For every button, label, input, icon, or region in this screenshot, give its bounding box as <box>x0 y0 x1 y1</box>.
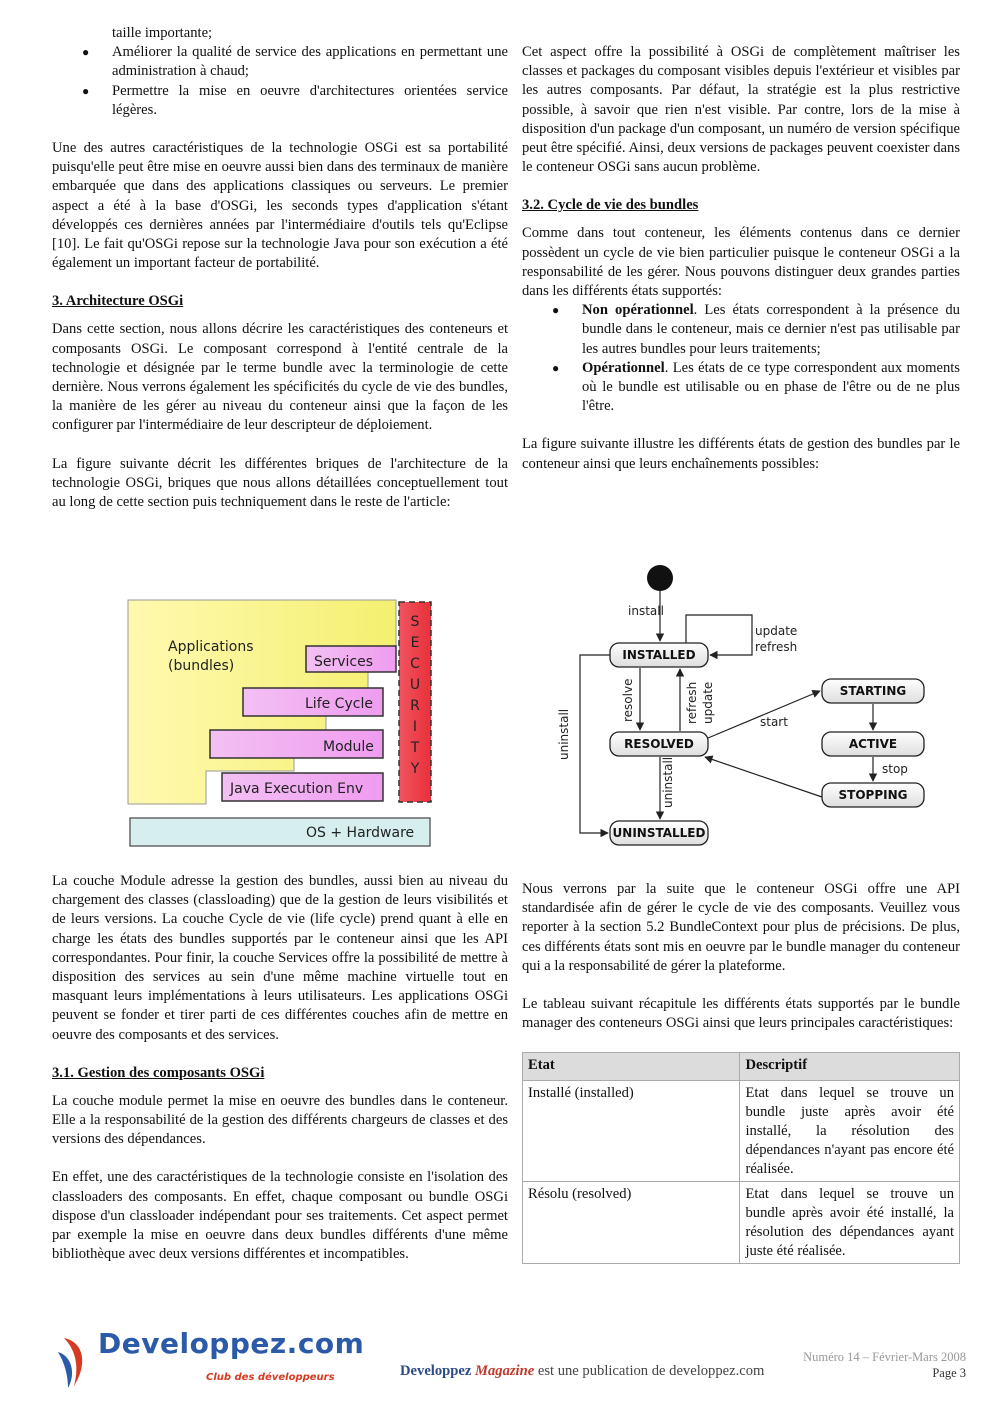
right-column <box>522 0 960 474</box>
bundle-state-diagram <box>552 560 936 856</box>
label-stop: stop <box>882 762 908 776</box>
label-update-vertical: update <box>701 681 715 724</box>
paragraph-cycle: Comme dans tout conteneur, les éléments contenus dans ce dernier possèdent un cycle de vie bien particulier puisque le conteneur OSGi a la responsabilité de les gérer. Nous pouvons distinguer deux grandes parties dans les différents états supportés: <box>522 225 960 300</box>
label-bundles: (bundles) <box>168 658 235 674</box>
svg-text:Y: Y <box>410 761 420 777</box>
table-header-row <box>523 1053 960 1081</box>
paragraph-module: La couche module permet la mise en oeuvre des bundles dans le conteneur. Elle a la responsabilité de la gestion des différents chargeurs de classes et des versions des dépendances. <box>52 1092 508 1148</box>
left-column-lower <box>52 872 508 1264</box>
label-resolve: resolve <box>621 678 635 722</box>
section-heading-cycle: 3.2. Cycle de vie des bundles <box>522 197 699 214</box>
continued-line: taille importante; <box>112 25 213 41</box>
paragraph-architecture: Dans cette section, nous allons décrire les caractéristiques des conteneurs et composants OSGi. Le composant correspond à l'entité centrale de la technologie et désignée par le terme bundle avec la terminologie de cette dernière. Nous verrons également les spécificités du cycle de vie des bundles, la manière de les gérer au niveau du conteneur ainsi que la façon de les configurer par l'intermédiaire de leur descripteur de déploiement. <box>52 321 508 434</box>
svg-text:T: T <box>410 740 420 756</box>
table-header-etat: Etat <box>523 1053 740 1081</box>
states-table <box>522 1052 960 1264</box>
list-item: ● Non opérationnel. Les états correspondent à la présence du bundle dans le conteneur, mais ce dernier n'est pas utilisable par les autres bundles pour leurs traitements; <box>522 301 960 359</box>
page-number: Page 3 <box>932 1366 966 1380</box>
list-item: ● Permettre la mise en oeuvre d'architectures orientées service légères. <box>52 82 508 120</box>
paragraph-layers: La couche Module adresse la gestion des bundles, aussi bien au niveau du chargement des classes (classloading) que de la gestion de leurs visibilités et de leurs versions. La couche Cycle de vie (life cycle) prend quant à elle en charge les états des bundles supportés par le conteneur ainsi que les API correspondantes. Pour finir, la couche Services offre la possibilité de mettre à disposition des services au sein d'une même machine virtuelle tout en masquant leurs implémentations à leurs utilisateurs. Les applications OSGi peuvent se fonder et tirer parti de ces différentes couches afin de mettre en oeuvre des composants et des services. <box>52 873 508 1043</box>
table-header-descriptif: Descriptif <box>740 1053 960 1081</box>
developpez-logo[interactable]: Developpez.com <box>98 1327 365 1360</box>
svg-text:S: S <box>410 614 420 630</box>
label-os-hardware: OS + Hardware <box>306 825 415 841</box>
svg-text:INSTALLED: INSTALLED <box>622 648 696 662</box>
paragraph-figure-intro: La figure suivante décrit les différentes briques de l'architecture de la technologie OSGi, briques que nous allons détaillées conceptuellement tout au long de cette section puis techniquement dans le reste de l'article: <box>52 455 508 511</box>
section-heading-architecture: 3. Architecture OSGi <box>52 293 184 310</box>
label-install: install <box>628 604 664 618</box>
label-applications: Applications <box>168 639 254 655</box>
paragraph-table-intro: Le tableau suivant récapitule les différents états supportés par le bundle manager des conteneurs OSGi ainsi que leurs principales caractéristiques: <box>522 996 960 1032</box>
list-item: ● Améliorer la qualité de service des applications en permettant une administration à chaud; <box>52 43 508 81</box>
label-refresh-vertical: refresh <box>685 681 699 724</box>
svg-text:C: C <box>410 656 420 672</box>
svg-text:ACTIVE: ACTIVE <box>848 737 898 751</box>
svg-text:STOPPING: STOPPING <box>838 788 908 802</box>
label-uninstall-left: uninstall <box>557 708 571 760</box>
right-column-lower <box>522 880 960 1264</box>
developpez-logo-swoosh-icon <box>54 1334 98 1390</box>
svg-text:RESOLVED: RESOLVED <box>624 737 694 751</box>
label-lifecycle: Life Cycle <box>305 696 373 712</box>
label-start: start <box>760 715 788 729</box>
left-column <box>52 0 508 512</box>
paragraph-api: Nous verrons par la suite que le conteneur OSGi offre une API standardisée afin de gérer le cycle de vie des composants. Veuillez vous reporter à la section 5.2 BundleContext pour plus de précisions. De plus, ces différents états sont mis en oeuvre par le bundle manager du conteneur qui a la responsabilité de gérer la plateforme. <box>522 881 960 974</box>
bullet-list-states <box>522 301 960 416</box>
section-heading-gestion: 3.1. Gestion des composants OSGi <box>52 1064 265 1081</box>
label-module: Module <box>323 739 374 755</box>
publication-line: Developpez Magazine est une publication de developpez.com <box>400 1363 765 1379</box>
svg-text:STARTING: STARTING <box>839 684 907 698</box>
label-uninstall-middle: uninstall <box>661 756 675 808</box>
bullet-list-top <box>52 43 508 120</box>
svg-text:E: E <box>410 635 420 651</box>
label-refresh: refresh <box>755 640 798 654</box>
label-update: update <box>755 624 798 638</box>
list-item: ● Opérationnel. Les états de ce type correspondent aux moments où le bundle est utilisable ou en phase de l'être ou de ne plus l'être. <box>522 359 960 417</box>
page-footer <box>0 1328 992 1404</box>
table-row: Installé (installed) Etat dans lequel se trouve un bundle juste après avoir été installé, la résolution des dépendances n'ayant pas encore été réalisée. <box>523 1081 960 1182</box>
paragraph-isolation: En effet, une des caractéristiques de la technologie consiste en l'isolation des classloaders des composants. En effet, chaque composant ou bundle OSGi dispose d'un classloader indépendant pour ses traitements. Cet aspect permet par exemple la mise en oeuvre dans deux bundles différents d'une même bibliothèque avec deux versions différentes et incompatibles. <box>52 1169 508 1263</box>
paragraph-figure-intro-right: La figure suivante illustre les différents états de gestion des bundles par le conteneur ainsi que leurs enchaînements possibles: <box>522 436 960 472</box>
svg-text:UNINSTALLED: UNINSTALLED <box>612 826 706 840</box>
table-row: Résolu (resolved) Etat dans lequel se trouve un bundle après avoir été installé, la résolution des dépendances ayant juste été réalisée. <box>523 1182 960 1264</box>
svg-text:U: U <box>409 677 421 693</box>
svg-text:R: R <box>410 698 420 714</box>
label-java-execution-env: Java Execution Env <box>230 781 364 797</box>
label-services: Services <box>314 654 374 670</box>
issue-number: Numéro 14 – Février-Mars 2008 <box>803 1350 966 1364</box>
svg-text:I: I <box>412 719 418 735</box>
logo-tagline: Club des développeurs <box>206 1372 335 1383</box>
architecture-diagram <box>124 596 436 852</box>
paragraph-portability: Une des autres caractéristiques de la technologie OSGi est sa portabilité puisqu'elle peut être mise en oeuvre aussi bien dans des terminaux de manière embarquée que dans des applications classiques ou serveurs. Le premier aspect a été à la base d'OSGi, les seconds types d'application s'étant développés ces dernières années par l'intermédiaire d'outils tels qu'Eclipse [10]. Le fait qu'OSGi repose sur la technologie Java pour son exécution a été également un important facteur de portabilité. <box>52 140 508 272</box>
paragraph-aspect: Cet aspect offre la possibilité à OSGi de complètement maîtriser les classes et packages du composant visibles depuis l'extérieur et visibles par les autres composants. Par défaut, la stratégie est la plus restrictive possible, à savoir que rien n'est visible. Par contre, lors de la mise à disposition d'un package d'un composant, un numéro de version spécifique peut être spécifié. Ainsi, deux versions de packages peuvent coexister dans le conteneur OSGi sans aucun problème. <box>522 44 960 176</box>
